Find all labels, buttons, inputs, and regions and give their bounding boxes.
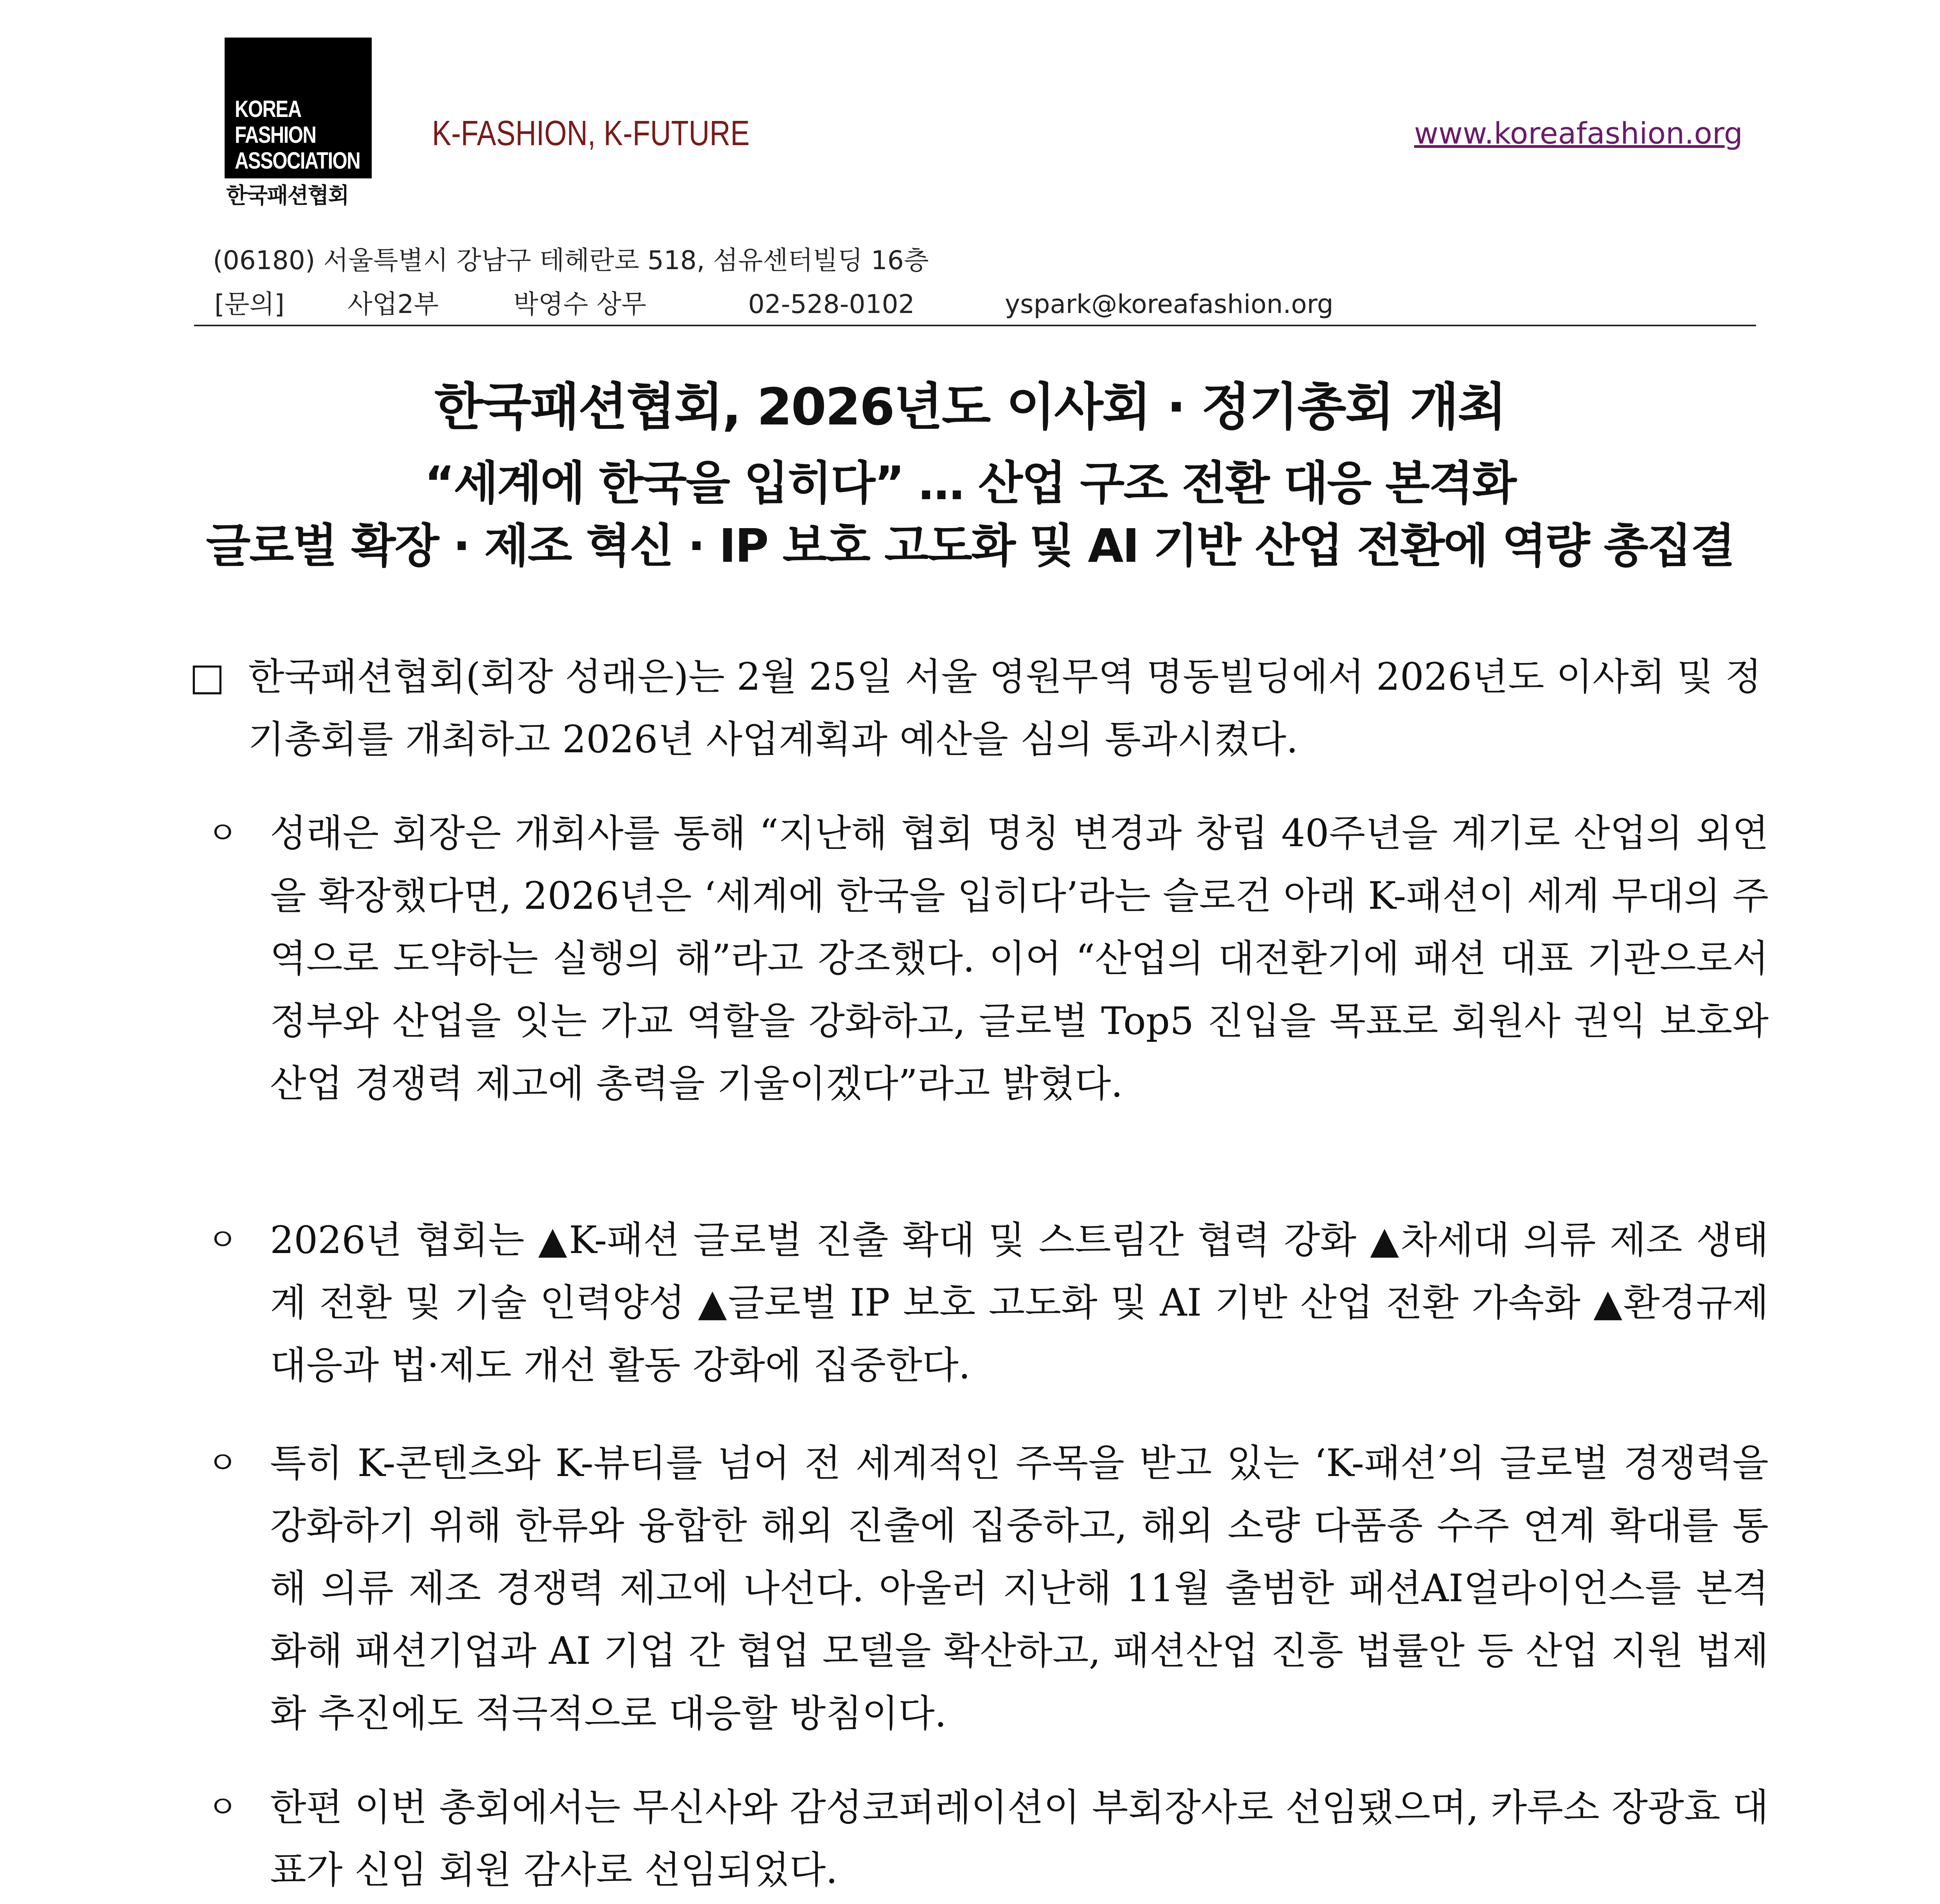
- logo-line-3: ASSOCIATION: [235, 147, 360, 174]
- logo-line-1: KOREA: [235, 96, 301, 122]
- bullet-marker: ㅇ: [207, 815, 238, 851]
- header-divider: [194, 325, 1756, 326]
- association-logo: [225, 38, 372, 178]
- contact-department: 사업2부: [347, 289, 439, 319]
- checkbox-marker: □: [189, 655, 225, 699]
- headline-title: 한국패션협회, 2026년도 이사회 · 정기총회 개최: [434, 377, 1506, 437]
- bullet-marker: ㅇ: [207, 1789, 238, 1825]
- slogan: K-FASHION, K-FUTURE: [432, 114, 750, 153]
- bullet-item-1: [207, 802, 1769, 1115]
- logo-line-2: FASHION: [235, 122, 316, 148]
- lead-paragraph: [189, 645, 1770, 771]
- bullet-text: 성래은 회장은 개회사를 통해 “지난해 협회 명칭 변경과 창립 40주년을 계기로 산업의 외연을 확장했다면, 2026년은 ‘세계에 한국을 입히다’라는 슬로건 아래 K-패션이 세계 무대의 주역으로 도약하는 실행의 해”라고 강조했다. 이어 “산업의 대전환기에 패션 대표 기관으로서 정부와 산업을 잇는 가교 역할을 강화하고, 글로벌 Top5 진입을 목표로 회원사 권익 보호와 산업 경쟁력 제고에 총력을 기울이겠다”라고 밝혔다.: [270, 811, 1769, 1106]
- bullet-item-3: [207, 1432, 1769, 1745]
- logo-korean-name: 한국패션협회: [226, 183, 349, 209]
- bullet-text: 2026년 협회는 ▲K-패션 글로벌 진출 확대 및 스트림간 협력 강화 ▲차세대 의류 제조 생태계 전환 및 기술 인력양성 ▲글로벌 IP 보호 고도화 및 AI 기반 산업 전환 가속화 ▲환경규제 대응과 법·제도 개선 활동 강화에 집중한다.: [270, 1218, 1769, 1387]
- bullet-text: 한편 이번 총회에서는 무신사와 감성코퍼레이션이 부회장사로 선임됐으며, 카루소 장광효 대표가 신임 회원 감사로 선임되었다.: [270, 1785, 1769, 1892]
- headline-subtitle-2: 글로벌 확장 · 제조 혁신 · IP 보호 고도화 및 AI 기반 산업 전환에 역량 총집결: [206, 519, 1734, 573]
- website-link[interactable]: www.koreafashion.org: [1414, 116, 1743, 151]
- contact-email[interactable]: yspark@koreafashion.org: [1005, 289, 1334, 319]
- bullet-marker: ㅇ: [207, 1222, 238, 1258]
- lead-text: 한국패션협회(회장 성래은)는 2월 25일 서울 영원무역 명동빌딩에서 2026년도 이사회 및 정기총회를 개최하고 2026년 사업계획과 예산을 심의 통과시켰다.: [248, 655, 1762, 761]
- bullet-text: 특히 K-콘텐츠와 K-뷰티를 넘어 전 세계적인 주목을 받고 있는 ‘K-패션’의 글로벌 경쟁력을 강화하기 위해 한류와 융합한 해외 진출에 집중하고, 해외 소량 다품종 수주 연계 확대를 통해 의류 제조 경쟁력 제고에 나선다. 아울러 지난해 11월 출범한 패션AI얼라이언스를 본격화해 패션기업과 AI 기업 간 협업 모델을 확산하고, 패션산업 진흥 법률안 등 산업 지원 법제화 추진에도 적극적으로 대응할 방침이다.: [270, 1441, 1769, 1735]
- contact-phone: 02-528-0102: [748, 289, 915, 319]
- contact-person: 박영수 상무: [513, 289, 646, 319]
- contact-label: [문의]: [214, 289, 285, 319]
- headline-subtitle-1: “세계에 한국을 입히다” … 산업 구조 전환 대응 본격화: [424, 456, 1516, 510]
- address: (06180) 서울특별시 강남구 테헤란로 518, 섬유센터빌딩 16층: [213, 245, 929, 275]
- bullet-item-4: [207, 1776, 1769, 1901]
- bullet-item-2: [207, 1209, 1769, 1397]
- bullet-marker: ㅇ: [207, 1445, 238, 1481]
